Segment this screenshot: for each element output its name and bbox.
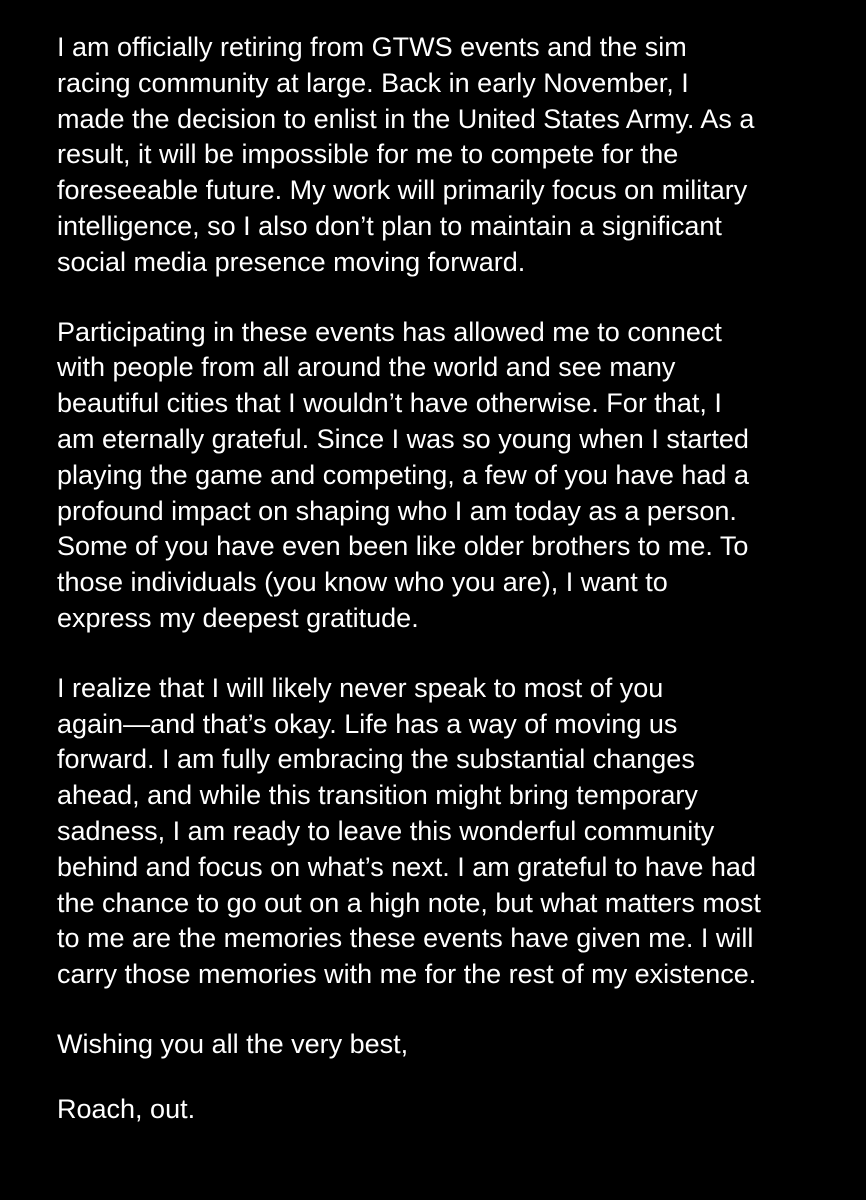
paragraph-spacer [57, 281, 866, 315]
text-line: social media presence moving forward. [57, 246, 526, 277]
text-line: ahead, and while this transition might bring temporary [57, 780, 698, 811]
text-line: carry those memories with me for the rest of my existence. [57, 959, 757, 990]
closing-line [57, 1027, 866, 1063]
text-line: I am officially retiring from GTWS events and the sim [57, 32, 687, 62]
text-line: behind and focus on what’s next. I am grateful to have had [57, 851, 756, 882]
text-line: to me are the memories these events have given me. I will [57, 923, 754, 954]
paragraph-farewell [57, 671, 866, 993]
signature-text: Roach, out. [57, 1093, 196, 1124]
text-line: sadness, I am ready to leave this wonderful community [57, 815, 715, 846]
signature-line [57, 1092, 866, 1128]
text-line: racing community at large. Back in early November, I [57, 67, 689, 98]
text-line: those individuals (you know who you are), I want to [57, 567, 668, 598]
closing-text: Wishing you all the very best, [57, 1028, 409, 1059]
text-line: result, it will be impossible for me to compete for the [57, 139, 679, 170]
text-line: intelligence, so I also don’t plan to maintain a significant [57, 210, 722, 241]
paragraph-gratitude [57, 315, 866, 637]
text-line: the chance to go out on a high note, but what matters most [57, 887, 761, 918]
paragraph-spacer [57, 637, 866, 671]
text-line: am eternally grateful. Since I was so young when I started [57, 423, 749, 454]
text-line: with people from all around the world and see many [57, 352, 676, 383]
text-line: again—and that’s okay. Life has a way of moving us [57, 708, 678, 739]
text-line: Participating in these events has allowed me to connect [57, 316, 722, 347]
text-line: Some of you have even been like older brothers to me. To [57, 531, 749, 562]
text-line: forward. I am fully embracing the substantial changes [57, 744, 695, 775]
text-line: beautiful cities that I wouldn’t have otherwise. For that, I [57, 388, 722, 419]
paragraph-announcement [57, 30, 866, 281]
text-line: express my deepest gratitude. [57, 602, 419, 633]
text-line: made the decision to enlist in the United States Army. As a [57, 103, 755, 134]
text-line: I realize that I will likely never speak to most of you [57, 672, 664, 703]
text-line: playing the game and competing, a few of you have had a [57, 459, 749, 490]
text-line: profound impact on shaping who I am today as a person. [57, 495, 737, 526]
text-line: foreseeable future. My work will primarily focus on military [57, 175, 748, 206]
paragraph-spacer [57, 993, 866, 1027]
paragraph-spacer [57, 1063, 866, 1092]
